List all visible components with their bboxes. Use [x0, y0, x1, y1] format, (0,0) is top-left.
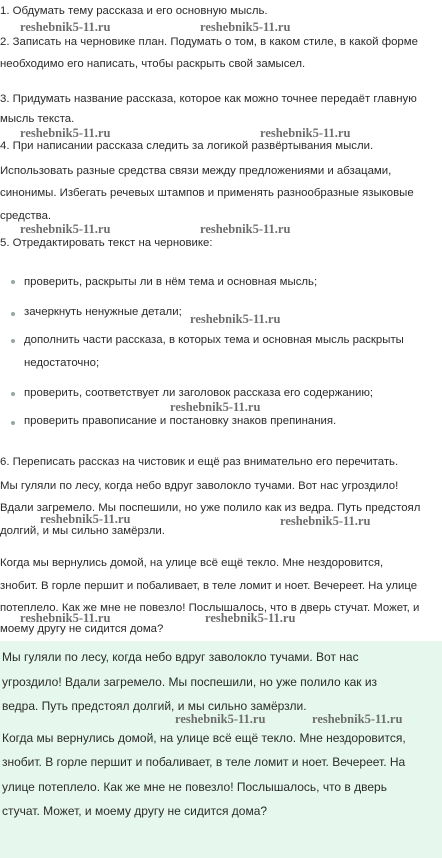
step-1: 1. Обдумать тему рассказа и его основную мысль. — [0, 5, 268, 17]
watermark: reshebnik5-11.ru — [205, 611, 296, 625]
watermark: reshebnik5-11.ru — [200, 222, 291, 236]
draft-p2-line-2: знобит. В горле першит и побаливает, в теле ломит и ноет. Вечереет. На улице — [0, 580, 418, 592]
step-2-line-1: 2. Записать на черновике план. Подумать о том, в каком стиле, в какой форме — [0, 36, 418, 48]
watermark: reshebnik5-11.ru — [20, 611, 111, 625]
draft-p1-line-1: Мы гуляли по лесу, когда небо вдруг заволокло тучами. Вот нас угроздило! — [0, 480, 399, 492]
final-p1-line-2: угроздило! Вдали загремело. Мы поспешили, но уже полило как из — [2, 675, 378, 689]
draft-p1-line-2: Вдали загремело. Мы поспешили, но уже полило как из ведра. Путь предстоял — [0, 502, 421, 514]
bullet-item-3-line-1: дополнить части рассказа, в которых тема и основная мысль раскрыты — [24, 334, 404, 346]
step-5: 5. Отредактировать текст на черновике: — [0, 237, 213, 249]
watermark: reshebnik5-11.ru — [40, 512, 131, 526]
watermark: reshebnik5-11.ru — [175, 712, 266, 726]
final-p1-line-3: ведра. Путь предстоял долгий, и мы сильно замёрзли. — [2, 699, 307, 713]
watermark: reshebnik5-11.ru — [260, 126, 351, 140]
draft-p2-line-4: моему другу не сидится дома? — [0, 623, 164, 635]
watermark: reshebnik5-11.ru — [20, 126, 111, 140]
watermark: reshebnik5-11.ru — [190, 312, 281, 326]
bullet-item-5: проверить правописание и постановку знаков препинания. — [24, 415, 337, 427]
step-4-line-2: Использовать разные средства связи между предложениями и абзацами, — [0, 165, 392, 177]
step-2-line-2: необходимо его написать, чтобы раскрыть свой замысел. — [0, 58, 306, 70]
draft-p2-line-3: потеплело. Как же мне не повезло! Послышалось, что в дверь стучат. Может, и — [0, 602, 420, 614]
step-3-line-2: мысль текста. — [0, 113, 75, 125]
step-4-line-3: синонимы. Избегать речевых штампов и применять разнообразные языковые — [0, 187, 414, 199]
bullet-item-3-line-2: недостаточно; — [24, 357, 100, 369]
bullet-dot — [11, 392, 15, 396]
bullet-item-1: проверить, раскрыты ли в нём тема и основная мысль; — [24, 276, 318, 288]
step-4-line-4: средства. — [0, 210, 52, 222]
final-p2-line-1: Когда мы вернулись домой, на улице всё ещё текло. Мне нездоровится, — [2, 731, 406, 745]
bullet-dot — [11, 421, 15, 425]
final-p2-line-4: стучат. Может, и моему другу не сидится дома? — [2, 804, 268, 818]
bullet-item-4: проверить, соответствует ли заголовок рассказа его содержанию; — [24, 387, 374, 399]
step-3-line-1: 3. Придумать название рассказа, которое как можно точнее передаёт главную — [0, 93, 417, 105]
draft-p1-line-3: долгий, и мы сильно замёрзли. — [0, 525, 165, 537]
final-p2-line-3: улице потеплело. Как же мне не повезло! Послышалось, что в дверь — [2, 780, 387, 794]
bullet-dot — [11, 339, 15, 343]
final-p1-line-1: Мы гуляли по лесу, когда небо вдруг заволокло тучами. Вот нас — [2, 650, 359, 664]
final-text-block — [0, 641, 442, 858]
bullet-item-2: зачеркнуть ненужные детали; — [24, 306, 182, 318]
watermark: reshebnik5-11.ru — [280, 514, 371, 528]
step-4-line-1: 4. При написании рассказа следить за логикой развёртывания мысли. — [0, 140, 374, 152]
bullet-dot — [11, 280, 15, 284]
watermark: reshebnik5-11.ru — [200, 20, 291, 34]
watermark: reshebnik5-11.ru — [20, 20, 111, 34]
step-6: 6. Переписать рассказ на чистовик и ещё раз внимательно его перечитать. — [0, 456, 399, 468]
watermark: reshebnik5-11.ru — [170, 400, 261, 414]
watermark: reshebnik5-11.ru — [20, 222, 111, 236]
watermark: reshebnik5-11.ru — [312, 712, 403, 726]
bullet-dot — [11, 312, 15, 316]
final-p2-line-2: знобит. В горле першит и побаливает, в теле ломит и ноет. Вечереет. На — [2, 755, 406, 769]
draft-p2-line-1: Когда мы вернулись домой, на улице всё ещё текло. Мне нездоровится, — [0, 557, 384, 569]
